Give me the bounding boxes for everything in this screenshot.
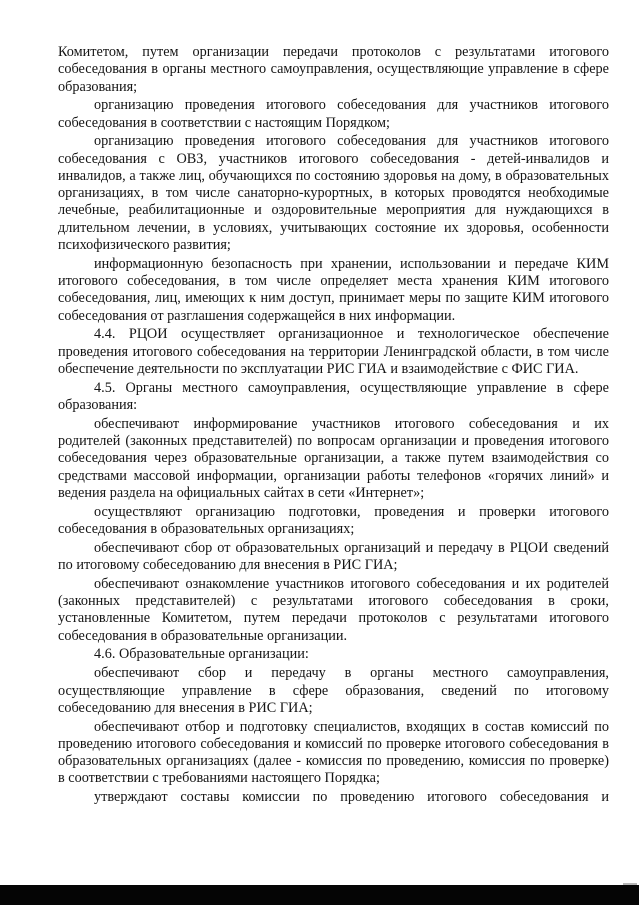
paragraph: обеспечивают сбор от образовательных организаций и передачу в РЦОИ сведений по итоговому собеседованию для внесения в РИС ГИА; [58,539,609,573]
paragraph: обеспечивают ознакомление участников итогового собеседования и их родителей (законных представителей) с результатами итогового собеседования в сроки, установленные Комитетом, путем передачи протоколов с результатами итогового собеседования в образовательные организации. [58,575,609,644]
paragraph: организацию проведения итогового собеседования для участников итогового собеседования с ОВЗ, участников итогового собеседования - детей-инвалидов и инвалидов, а также лиц, обучающихся по состоянию здоровья на дому, в образовательных организациях, в том числе санаторно-курортных, в которых проводятся необходимые лечебные, реабилитационные и оздоровительные мероприятия для нуждающихся в длительном лечении, в условиях, учитывающих состояние их здоровья, особенности психофизического развития; [58,133,609,253]
paragraph: обеспечивают сбор и передачу в органы местного самоуправления, осуществляющие управление в сфере образования, сведений по итоговому собеседованию для внесения в РИС ГИА; [58,665,609,716]
paragraph: обеспечивают информирование участников итогового собеседования и их родителей (законных представителей) по вопросам организации и проведения итогового собеседования через образовательные организации, а также путем взаимодействия со средствами массовой информации, организации работы телефонов «горячих линий» и ведения раздела на официальных сайтах в сети «Интернет»; [58,415,609,501]
paragraph: информационную безопасность при хранении, использовании и передаче КИМ итогового собеседования, в том числе определяет места хранения КИМ итогового собеседования, лиц, имеющих к ним доступ, принимает меры по защите КИМ итогового собеседования от разглашения содержащейся в них информации. [58,255,609,324]
document-body [58,44,609,806]
paragraph-continuation: Комитетом, путем организации передачи протоколов с результатами итогового собеседования в органы местного самоуправления, осуществляющие управление в сфере образования; [58,44,609,95]
paragraph: осуществляют организацию подготовки, проведения и проверки итогового собеседования в образовательных организациях; [58,503,609,537]
paragraph-section-4-5: 4.5. Органы местного самоуправления, осуществляющие управление в сфере образования: [58,379,609,413]
scan-bottom-edge [0,885,639,905]
paragraph: обеспечивают отбор и подготовку специалистов, входящих в состав комиссий по проведению итогового собеседования и комиссий по проверке итогового собеседования в образовательных организациях (далее - комиссия по проведению, комиссия по проверке) в соответствии с требованиями настоящего Порядка; [58,718,609,787]
paragraph-section-4-6: 4.6. Образовательные организации: [94,646,309,663]
paragraph-continues: утверждают составы комиссии по проведению итогового собеседования и [94,789,609,806]
paragraph-section-4-4: 4.4. РЦОИ осуществляет организационное и технологическое обеспечение проведения итогового собеседования на территории Ленинградской области, в том числе обеспечение деятельности по эксплуатации РИС ГИА и взаимодействие с ФИС ГИА. [58,326,609,377]
paragraph: организацию проведения итогового собеседования для участников итогового собеседования в соответствии с настоящим Порядком; [58,97,609,131]
